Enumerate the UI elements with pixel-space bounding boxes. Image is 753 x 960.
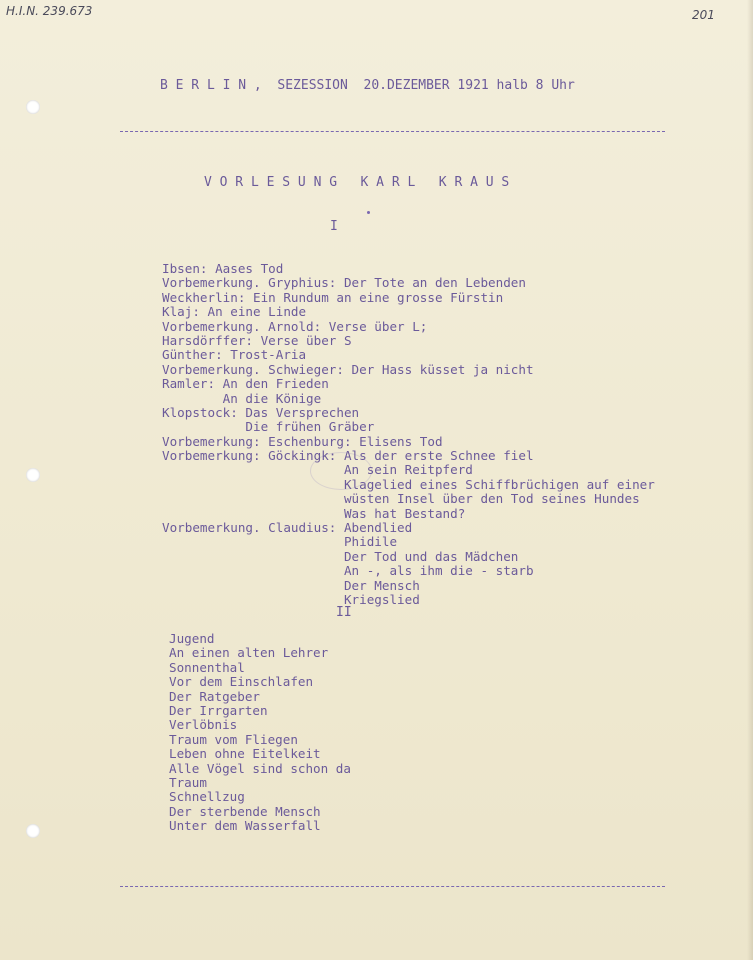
program-line: Günther: Trost-Aria (162, 347, 307, 363)
punch-hole (26, 824, 40, 838)
program-line: Harsdörffer: Verse über S (162, 332, 352, 348)
program-line: Klaj: An eine Linde (162, 304, 307, 320)
program-line: Klopstock: Das Versprechen (162, 404, 360, 420)
program-line: An -, als ihm die - starb (162, 563, 534, 579)
program-line: Phidile (162, 534, 398, 550)
program-line: Sonnenthal (169, 659, 245, 675)
event-header: B E R L I N , SEZESSION 20.DEZEMBER 1921 halb 8 Uhr (160, 78, 575, 93)
page-number: 201 (692, 8, 715, 22)
program-line: Der Irrgarten (169, 702, 268, 718)
punch-hole (26, 468, 40, 482)
program-line: An sein Reitpferd (162, 462, 473, 478)
program-line: Schnellzug (169, 789, 245, 805)
page-edge-shadow (747, 0, 753, 960)
program-line: An einen alten Lehrer (169, 645, 329, 661)
program-line: Der Mensch (162, 577, 420, 593)
program-line: Vorbemerkung. Gryphius: Der Tote an den Lebenden (162, 275, 526, 291)
section-numeral-two: II (336, 605, 352, 620)
archive-number: H.I.N. 239.673 (6, 4, 93, 18)
punch-hole (26, 100, 40, 114)
program-line: Traum (169, 774, 207, 790)
program-line: Leben ohne Eitelkeit (169, 746, 321, 762)
program-line: Vorbemerkung: Eschenburg: Elisens Tod (162, 433, 443, 449)
document-title: V O R L E S U N G K A R L K R A U S (204, 175, 510, 190)
program-line: Der Tod und das Mädchen (162, 548, 519, 564)
program-line: Vorbemerkung. Schwieger: Der Hass küsset ja nicht (162, 361, 534, 377)
program-line: wüsten Insel über den Tod seines Hundes (162, 491, 640, 507)
program-line: Ramler: An den Frieden (162, 376, 329, 392)
program-line: Klagelied eines Schiffbrüchigen auf einer (162, 476, 655, 492)
program-line: Vorbemerkung: Göckingk: Als der erste Schnee fiel (162, 448, 534, 464)
program-line: Unter dem Wasserfall (169, 818, 321, 834)
program-line: Der sterbende Mensch (169, 803, 321, 819)
program-line: Vorbemerkung. Arnold: Verse über L; (162, 318, 428, 334)
program-line: Traum vom Fliegen (169, 731, 298, 747)
program-line: Was hat Bestand? (162, 505, 466, 521)
program-line: Die frühen Gräber (162, 419, 375, 435)
program-line: Vor dem Einschlafen (169, 674, 314, 690)
program-line: Weckherlin: Ein Rundum an eine grosse Fürstin (162, 289, 504, 305)
bottom-rule (120, 886, 665, 887)
program-line: Kriegslied (162, 591, 420, 607)
program-line: Ibsen: Aases Tod (162, 261, 284, 276)
program-part-two (169, 632, 351, 833)
program-line: Alle Vögel sind schon da (169, 760, 351, 776)
top-rule (120, 131, 665, 132)
program-line: Verlöbnis (169, 717, 238, 733)
program-line: Vorbemerkung. Claudius: Abendlied (162, 520, 413, 536)
program-line: An die Könige (162, 390, 322, 406)
program-part-one (162, 262, 655, 607)
section-numeral-one: I (330, 219, 338, 234)
ink-dot (367, 211, 370, 214)
program-line: Der Ratgeber (169, 688, 260, 704)
program-line: Jugend (169, 631, 215, 646)
